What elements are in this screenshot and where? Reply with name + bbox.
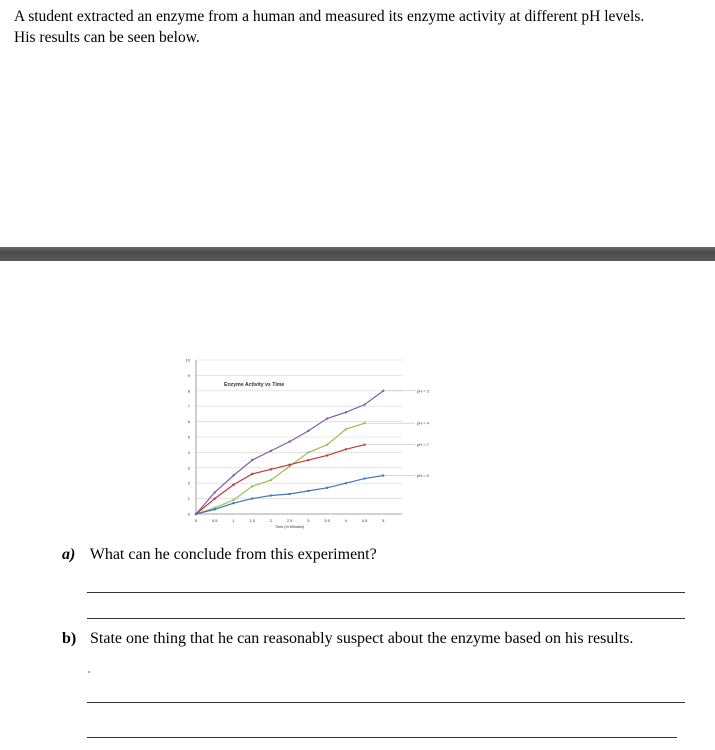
series-1-point [251,459,253,461]
series-4-point [345,482,347,484]
y-tick-label: 10 [185,357,190,363]
series-4-point [195,513,197,515]
series-2-point [270,479,272,481]
y-tick-label: 1 [187,496,190,502]
series-4-point [307,490,309,492]
series-1-point [270,450,272,452]
y-tick-label: 8 [187,388,190,394]
stray-mark [88,671,90,673]
question-b-label: b) [62,630,77,647]
series-line-3 [196,445,365,514]
y-tick-label: 9 [187,372,190,378]
legend-label-2: pH = 4 [417,420,429,426]
x-tick-label: 3.5 [324,518,330,523]
series-1-point [214,491,216,493]
series-3-point [251,473,253,475]
series-1-point [326,417,328,419]
page-divider-bar [0,247,715,261]
series-3-point [307,459,309,461]
intro-line-1: A student extracted an enzyme from a human and measured its enzyme activity at different pH levels. [14,8,645,25]
intro-line-2: His results can be seen below. [14,29,200,46]
y-tick-label: 6 [187,419,190,425]
chart-title: Enzyme Activity vs Time [224,382,285,388]
legend-label-4: pH = 9 [417,473,429,478]
series-4-point [251,497,253,499]
enzyme-activity-chart [180,355,450,540]
series-2-point [326,444,328,446]
x-tick-label: 1 [232,518,235,523]
series-4-point [288,493,290,495]
x-tick-label: 3 [307,518,310,523]
series-3-point [326,454,328,456]
answer-line-b2[interactable] [87,737,677,738]
intro-text [14,6,704,48]
answer-line-a1[interactable] [87,592,685,593]
series-2-point [251,485,253,487]
series-3-point [288,464,290,466]
series-4-point [326,487,328,489]
x-tick-label: 5 [382,518,385,523]
series-4-point [214,508,216,510]
y-tick-label: 2 [187,480,190,486]
x-tick-label: 0.5 [211,518,218,523]
y-tick-label: 5 [187,434,190,440]
question-b-text: State one thing that he can reasonably suspect about the enzyme based on his results. [90,630,634,647]
y-tick-label: 4 [187,449,190,455]
question-a-text: What can he conclude from this experiment? [89,546,377,563]
series-1-point [288,440,290,442]
question-a [62,546,377,564]
series-1-point [232,474,234,476]
series-2-point [345,428,347,430]
x-tick-label: 4.5 [361,518,368,523]
series-4-point [363,477,365,479]
answer-line-b1[interactable] [87,702,685,703]
x-axis-label: Time (In Minutes) [274,525,305,529]
x-tick-label: 2 [269,518,273,523]
series-1-point [363,403,365,405]
x-tick-label: 4 [344,518,347,523]
series-3-point [270,468,272,470]
series-2-point [232,499,234,501]
legend-label-3: pH = 7 [417,442,429,448]
series-3-point [214,497,216,499]
series-2-point [307,451,309,453]
series-4-point [270,494,272,496]
y-tick-label: 7 [187,403,190,409]
series-1-point [307,430,309,432]
series-3-point [232,484,234,486]
legend-label-1: pH = 2 [417,388,429,394]
question-b [62,630,633,648]
y-tick-label: 3 [187,465,190,471]
x-tick-label: 1.5 [249,518,255,523]
answer-line-a2[interactable] [87,618,685,619]
x-tick-label: 2.5 [286,518,293,523]
series-1-point [345,411,347,413]
series-3-point [345,448,347,450]
y-tick-label: 0 [187,511,190,517]
question-a-label: a) [62,546,76,563]
x-tick-label: 0 [194,518,198,523]
series-4-point [232,502,234,504]
